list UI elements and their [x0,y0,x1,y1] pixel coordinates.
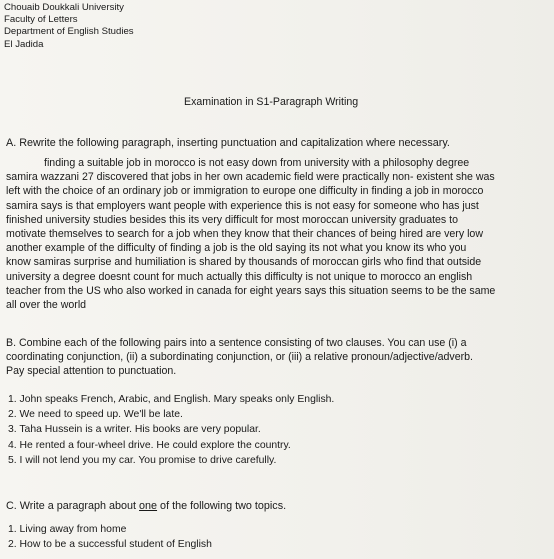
section-a-heading: A. Rewrite the following paragraph, inserting punctuation and capitalization where necessary. [6,137,450,149]
instruction-line: Pay special attention to punctuation. [6,365,177,378]
header-department: Department of English Studies [4,26,134,38]
section-a-paragraph [6,156,552,312]
header-city: El Jadida [4,38,44,50]
paragraph-line: left with the choice of an ordinary job or immigration to europe one difficulty in finding a job in morocco [6,185,484,198]
paragraph-line: teacher from the US who also worked in canada for eight years says this situation seems to be the same [6,284,496,297]
list-item: 2. We need to speed up. We'll be late. [8,409,183,421]
section-c-heading-start: C. Write a paragraph about [6,500,140,512]
list-item: 1. John speaks French, Arabic, and English. Mary speaks only English. [8,394,335,405]
paragraph-line: all over the world [6,299,87,312]
section-c-heading [6,500,286,512]
header-university: Chouaib Doukkali University [4,2,124,13]
list-item: 4. He rented a four-wheel drive. He could explore the country. [8,439,291,451]
section-c-heading-underlined: one [139,500,158,512]
section-c-heading-end: of the following two topics. [157,500,287,512]
paragraph-line: another example of the difficulty of finding a job is the old saying its not what you know its who you [6,242,467,255]
list-item: 5. I will not lend you my car. You promise to drive carefully. [8,454,277,466]
instruction-line: B. Combine each of the following pairs into a sentence consisting of two clauses. You can use (i) a [6,337,467,349]
paragraph-line: university a degree doesnt count for much actually this difficulty is not unique to morocco an english [6,270,473,283]
exam-title: Examination in S1-Paragraph Writing [184,96,359,108]
university-header [4,2,134,51]
paragraph-line: samira says is that employers want people with experience this is not easy for someone who has just [6,199,479,212]
list-item: 1. Living away from home [8,524,127,535]
list-item: 2. How to be a successful student of English [8,539,212,551]
paragraph-line: know samiras surprise and humiliation is shared by thousands of moroccan girls who find that outside [6,256,482,269]
section-b-instruction [6,336,552,379]
paragraph-line: samira wazzani 27 discovered that jobs in her own academic field were practically non- existent she was [6,171,495,184]
list-item: 3. Taha Hussein is a writer. His books are very popular. [8,424,261,436]
instruction-line: coordinating conjunction, (ii) a subordinating conjunction, or (iii) a relative pronoun/adjective/adverb. [6,351,473,364]
paragraph-line: finding a suitable job in morocco is not easy down from university with a philosophy degree [44,157,470,169]
section-b-list [8,392,334,468]
paragraph-line: finished university studies besides this its very difficult for most moroccan university graduates to [6,213,459,226]
section-c-list [8,522,212,552]
header-faculty: Faculty of Letters [4,14,78,26]
paragraph-line: motivate themselves to search for a job when they know that their chances of being hired are very low [6,228,483,241]
